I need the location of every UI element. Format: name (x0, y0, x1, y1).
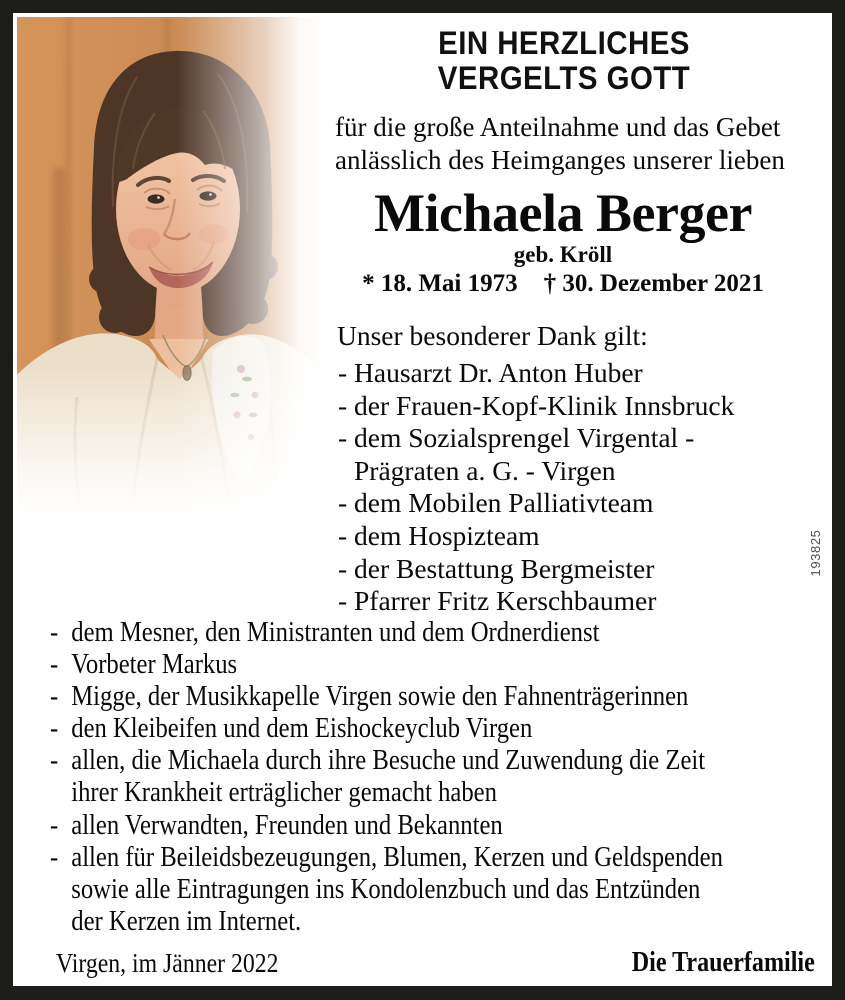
list-item-text: Prägraten a. G. - Virgen (354, 454, 616, 486)
list-dash: - (338, 422, 348, 454)
list-item-text: dem Mobilen Palliativteam (354, 487, 654, 519)
portrait-illustration (17, 17, 330, 547)
list-dash: - (50, 808, 59, 841)
headline (351, 26, 776, 96)
list-dash: - (50, 680, 59, 713)
thanks-column-list (338, 357, 818, 618)
list-item-text: ihrer Krankheit erträglicher gemacht haben (71, 776, 497, 809)
list-item (338, 585, 818, 618)
list-dash: - (338, 519, 348, 551)
list-item (50, 873, 832, 905)
intro-line2: anlässlich des Heimganges unserer lieben (335, 145, 785, 175)
list-item-text: allen für Beileidsbezeugungen, Blumen, Kerzen und Geldspenden (71, 840, 723, 873)
list-item (50, 744, 832, 776)
list-item (50, 841, 832, 873)
life-dates (323, 270, 803, 298)
deceased-name: Michaela Berger (374, 183, 752, 243)
place-and-date: Virgen, im Jänner 2022 (56, 948, 279, 978)
list-item (50, 616, 832, 648)
list-item (50, 905, 832, 937)
list-item-text: Migge, der Musikkapelle Virgen sowie den Fahnenträgerinnen (71, 680, 689, 713)
intro-line1: für die große Anteilnahme und das Gebet (335, 112, 781, 142)
thanks-heading: Unser besonderer Dank gilt: (337, 320, 648, 351)
list-dash: - (50, 616, 59, 648)
list-item-text: Hausarzt Dr. Anton Huber (354, 357, 643, 388)
list-item-text: Pfarrer Fritz Kerschbaumer (354, 585, 657, 617)
list-item (50, 648, 832, 680)
thanks-full-list (50, 616, 832, 937)
list-dash: - (50, 648, 59, 681)
list-dash (50, 776, 71, 808)
list-item-text: der Bestattung Bergmeister (354, 552, 655, 584)
death-date: † 30. Dezember 2021 (543, 270, 764, 297)
list-item (50, 680, 832, 712)
notice-reference-number: 193825 (808, 529, 823, 577)
deceased-block (323, 184, 803, 298)
list-dash: - (338, 357, 348, 388)
intro-text (335, 111, 805, 177)
list-item-text: dem Mesner, den Ministranten und dem Ordnerdienst (71, 616, 600, 648)
list-item (338, 553, 818, 586)
list-item-text: den Kleibeifen und dem Eishockeyclub Virgen (71, 712, 533, 745)
list-item-text: Vorbeter Markus (71, 648, 238, 681)
list-item-text: sowie alle Eintragungen ins Kondolenzbuch und das Entzünden (71, 872, 701, 905)
headline-line2: VERGELTS GOTT (437, 60, 691, 96)
signature-family: Die Trauerfamilie (631, 947, 815, 978)
list-item (338, 487, 818, 520)
list-dash (338, 455, 354, 488)
list-item (338, 520, 818, 553)
maiden-name: geb. Kröll (513, 242, 613, 267)
list-item-text: dem Sozialsprengel Virgental - (354, 422, 695, 454)
list-dash: - (50, 840, 59, 873)
list-dash: - (338, 552, 348, 584)
list-item (50, 776, 832, 808)
list-dash: - (50, 712, 59, 745)
list-item (338, 390, 818, 423)
list-item (338, 357, 818, 390)
list-dash: - (338, 585, 348, 617)
portrait-photo (17, 17, 330, 547)
list-item (338, 455, 818, 488)
list-dash (50, 905, 71, 937)
list-dash: - (338, 389, 348, 421)
list-item (50, 809, 832, 841)
list-item-text: dem Hospizteam (354, 519, 540, 551)
list-item-text: der Kerzen im Internet. (71, 904, 302, 937)
list-item-text: allen, die Michaela durch ihre Besuche und Zuwendung die Zeit (71, 744, 706, 777)
list-dash: - (50, 744, 59, 777)
list-item-text: der Frauen-Kopf-Klinik Innsbruck (354, 389, 735, 421)
list-item (50, 712, 832, 744)
headline-line1: EIN HERZLICHES (438, 25, 690, 61)
list-item-text: allen Verwandten, Freunden und Bekannten (71, 808, 503, 841)
birth-date: * 18. Mai 1973 (362, 270, 518, 297)
list-dash: - (338, 487, 348, 519)
list-item (338, 422, 818, 455)
list-dash (50, 873, 71, 905)
